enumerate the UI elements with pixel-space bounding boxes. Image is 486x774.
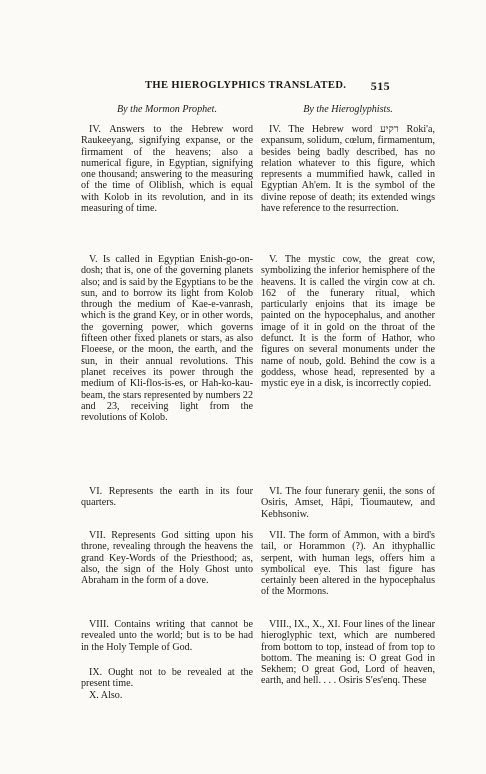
page-number: 515 — [370, 79, 390, 93]
running-title: THE HIEROGLYPHICS TRANSLATED. — [145, 80, 347, 91]
left-paragraph-viii: VIII. Contains writing that cannot be revealed unto the world; but is to be had in the Holy Temple of God. — [81, 619, 253, 653]
left-paragraph-x: X. Also. — [89, 690, 123, 701]
right-column — [261, 104, 435, 687]
left-paragraph-v: V. Is called in Egyptian Enish-go-on-dosh; that is, one of the governing planets also; and is said by the Egyptians to be the sun, and to borrow its light from Kolob through the medium of Kae-e-vanrash, which is the grand Key, or in other words, the governing power, which governs fifteen other fixed planets or stars, as also Floeese, or the moon, the earth, and the sun, in their annual revolutions. This planet receives its power through the medium of Kli-flos-is-es, or Hah-ko-kau-beam, the stars represented by numbers 22 and 23, receiving light from the revolutions of Kolob. — [81, 254, 253, 424]
right-paragraph-viii-xi: VIII., IX., X., XI. Four lines of the linear hieroglyphic text, which are numbered from bottom to top, instead of from top to bottom. The meaning is: O great God in Sekhem; O great God, Lord of heaven, earth, and hell. . . . Osiris S'es'enq. These — [261, 619, 435, 687]
running-header — [145, 80, 390, 91]
right-paragraph-vi: VI. The four funerary genii, the sons of Osiris, Amset, Hâpi, Tioumautew, and Kebhsoniw. — [261, 486, 435, 520]
left-paragraph-vii: VII. Represents God sitting upon his throne, revealing through the heavens the grand Key-Words of the Priesthood; as, also, the sign of the Holy Ghost unto Abraham in the form of a dove. — [81, 530, 253, 587]
right-paragraph-iv: IV. The Hebrew word רקיע Roki'a, expansum, solidum, cœlum, firmamentum, besides being badly described, has no relation whatever to this figure, which represents a mummified hawk, called in Egyptian Ah'em. It is the symbol of the divine repose of death; its extended wings have reference to the resurrection. — [261, 124, 435, 215]
right-column-heading: By the Hieroglyphists. — [303, 104, 393, 115]
left-paragraph-ix: IX. Ought not to be revealed at the present time. — [81, 667, 253, 690]
left-column — [81, 104, 253, 701]
right-paragraph-vii: VII. The form of Ammon, with a bird's tail, or Horammon (?). An ithyphallic serpent, with human legs, offers him a symbolical eye. This last figure has certainly been altered in the hypocephalus of the Mormons. — [261, 530, 435, 598]
right-paragraph-v: V. The mystic cow, the great cow, symbolizing the inferior hemisphere of the heavens. It is called the virgin cow at ch. 162 of the funerary ritual, which particularly enjoins that its image be painted on the hypocephalus, and another image of it in gold on the throat of the defunct. It is the form of Hathor, who figures on several monuments under the name of noub, gold. Behind the cow is a goddess, whose head, represented by a mystic eye in a disk, is incorrectly copied. — [261, 254, 435, 390]
left-paragraph-vi: VI. Represents the earth in its four quarters. — [81, 486, 253, 509]
left-paragraph-iv: IV. Answers to the Hebrew word Raukeeyang, signifying expanse, or the firmament of the heavens; also a numerical figure, in Egyptian, signifying one thousand; answering to the measuring of the time of Oliblish, which is equal with Kolob in its revolution, and in its measuring of time. — [81, 124, 253, 215]
left-column-heading: By the Mormon Prophet. — [117, 104, 217, 115]
